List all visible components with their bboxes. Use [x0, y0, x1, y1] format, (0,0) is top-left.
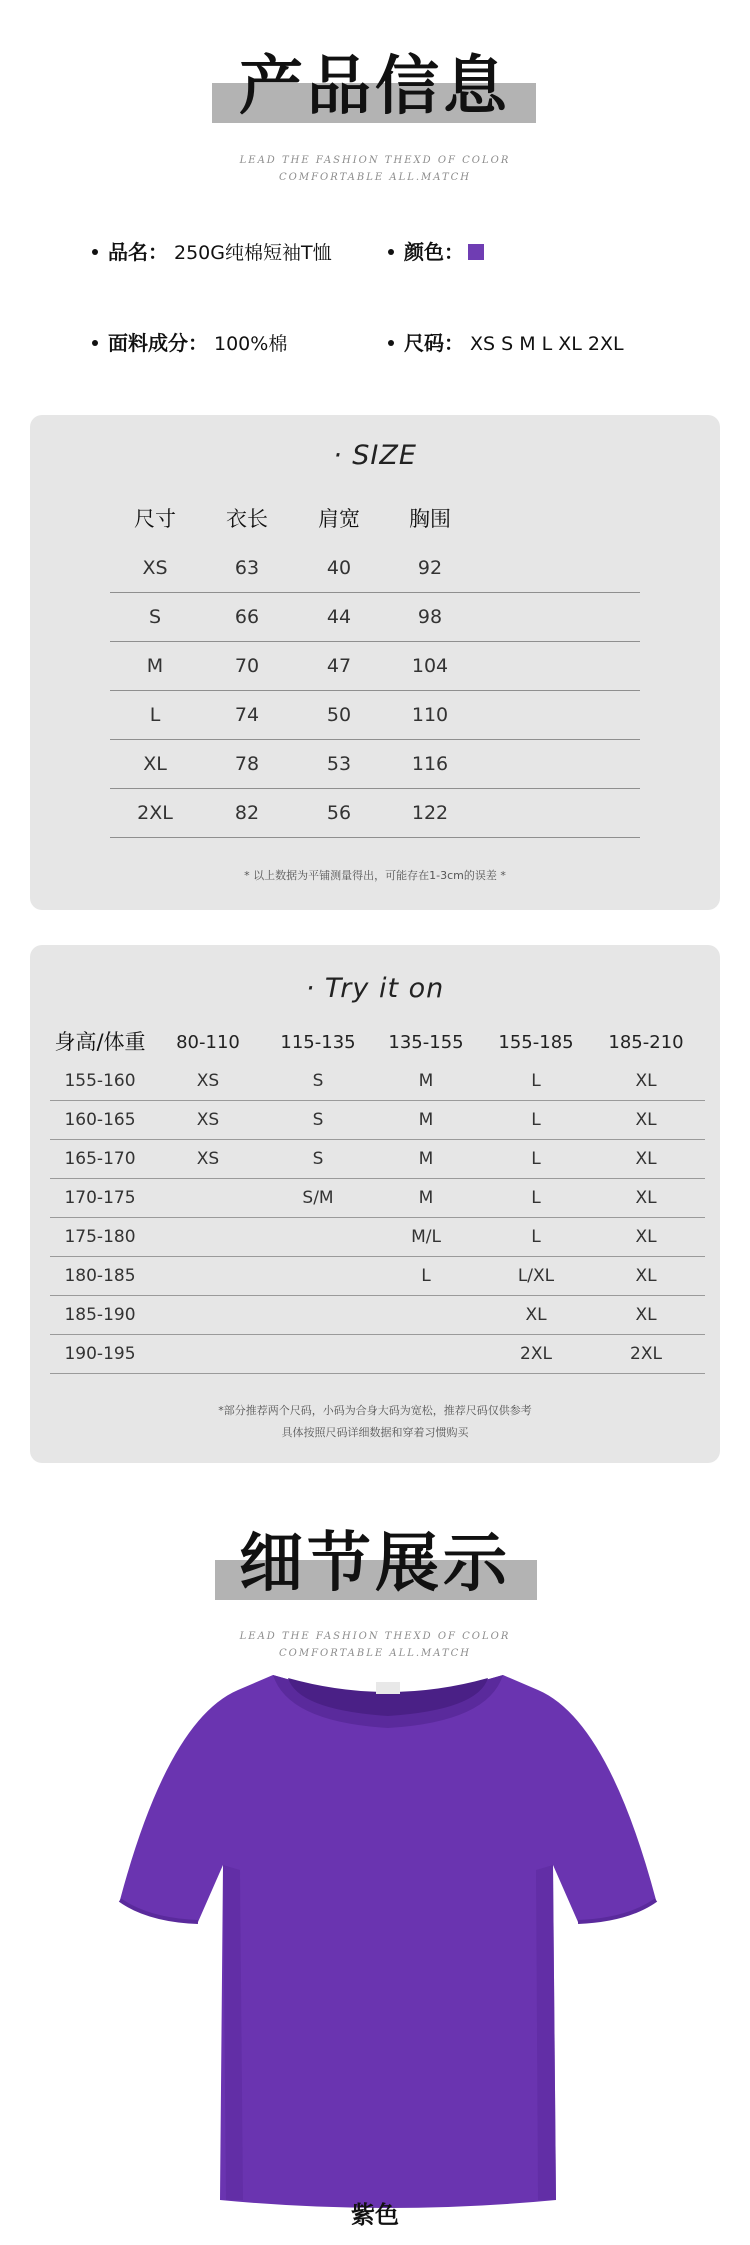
product-info-header [0, 25, 750, 125]
row-divider [110, 690, 640, 691]
tshirt-image [108, 1660, 668, 2220]
table-row [50, 1179, 705, 1218]
table-cell: 122 [411, 802, 449, 824]
row-divider [110, 788, 640, 789]
table-cell: M [418, 1110, 434, 1130]
try-on-note-line-1: *部分推荐两个尺码，小码为合身大码为宽松，推荐尺码仅供参考 [218, 1404, 532, 1417]
size-chart-panel [30, 415, 720, 910]
row-divider [50, 1295, 705, 1296]
tshirt-body [120, 1675, 656, 2208]
table-cell: S [312, 1071, 324, 1091]
table-row [50, 1296, 705, 1335]
table-cell: XL [635, 1227, 657, 1247]
tshirt-fold-shading [536, 1865, 556, 2200]
table-cell: L [531, 1149, 541, 1169]
table-cell: L [531, 1188, 541, 1208]
bullet-icon [92, 340, 98, 346]
row-divider [50, 1373, 705, 1374]
bullet-icon [388, 249, 394, 255]
table-cell: 98 [417, 606, 443, 628]
details-title: 细节展示 [239, 1527, 511, 1601]
row-divider [110, 739, 640, 740]
table-cell: 53 [326, 753, 352, 775]
column-header: 155-185 [498, 1032, 574, 1053]
table-cell: 2XL [630, 1344, 662, 1364]
tagline [0, 152, 750, 186]
try-on-table [30, 1023, 720, 1373]
table-cell: 47 [326, 655, 352, 677]
table-cell: 44 [326, 606, 352, 628]
table-cell: S [312, 1149, 324, 1169]
table-cell: 2XL [520, 1344, 552, 1364]
try-on-panel [30, 945, 720, 1463]
row-divider [50, 1178, 705, 1179]
table-cell: XL [635, 1149, 657, 1169]
column-header: 115-135 [280, 1032, 356, 1053]
table-cell: 56 [326, 802, 352, 824]
column-header: 185-210 [608, 1032, 684, 1053]
table-cell: XL [635, 1305, 657, 1325]
info-fabric [92, 327, 287, 356]
name-value: 250G纯棉短袖T恤 [174, 242, 332, 264]
size-label: 尺码： [404, 331, 464, 355]
column-header: 衣长 [226, 507, 268, 531]
row-header: 155-160 [64, 1071, 136, 1091]
table-cell: S/M [302, 1188, 334, 1208]
table-cell: 110 [411, 704, 449, 726]
table-cell: XS [142, 557, 168, 579]
name-label: 品名： [108, 240, 168, 264]
row-header: 165-170 [64, 1149, 136, 1169]
table-cell: XS [196, 1071, 220, 1091]
table-row [50, 1140, 705, 1179]
table-row [110, 740, 640, 789]
color-caption: 紫色 [351, 2201, 399, 2229]
tagline-line-1: LEAD THE FASHION THEXD OF COLOR [239, 1631, 511, 1642]
fabric-label: 面料成分： [108, 331, 208, 355]
table-cell: 63 [234, 557, 260, 579]
table-row [50, 1335, 705, 1374]
row-header: 175-180 [64, 1227, 136, 1247]
table-cell: XL [143, 753, 167, 775]
info-size [388, 327, 624, 356]
table-cell: XL [635, 1071, 657, 1091]
table-row [110, 593, 640, 642]
try-on-note-line-2: 具体按照尺码详细数据和穿着习惯购买 [281, 1426, 469, 1439]
table-cell: L [531, 1110, 541, 1130]
row-divider [50, 1139, 705, 1140]
table-cell: M [146, 655, 164, 677]
table-cell: 74 [234, 704, 260, 726]
table-cell: M [418, 1149, 434, 1169]
table-cell: XS [196, 1149, 220, 1169]
table-cell: S [148, 606, 162, 628]
row-divider [50, 1256, 705, 1257]
try-on-heading: · Try it on [305, 973, 445, 1004]
tagline-line-1: LEAD THE FASHION THEXD OF COLOR [239, 155, 511, 166]
table-cell: XS [196, 1110, 220, 1130]
fabric-value: 100%棉 [214, 333, 288, 355]
row-divider [50, 1217, 705, 1218]
row-divider [50, 1100, 705, 1101]
table-cell: L [531, 1071, 541, 1091]
try-on-table-header [50, 1023, 705, 1062]
color-swatch [468, 244, 484, 260]
table-row [110, 789, 640, 838]
table-cell: 50 [326, 704, 352, 726]
row-header: 185-190 [64, 1305, 136, 1325]
table-cell: S [312, 1110, 324, 1130]
table-row [50, 1218, 705, 1257]
info-color [388, 236, 484, 265]
table-row [50, 1101, 705, 1140]
color-label: 颜色： [404, 240, 464, 264]
column-header: 135-155 [388, 1032, 464, 1053]
table-cell: L/XL [517, 1266, 555, 1286]
column-header: 身高/体重 [54, 1030, 146, 1054]
table-row [110, 544, 640, 593]
table-cell: XL [635, 1110, 657, 1130]
table-cell: L [531, 1227, 541, 1247]
table-cell: 2XL [137, 802, 173, 824]
table-cell: 66 [234, 606, 260, 628]
row-header: 190-195 [64, 1344, 136, 1364]
product-info-title: 产品信息 [239, 50, 511, 124]
table-row [110, 691, 640, 740]
column-header: 尺寸 [134, 507, 176, 531]
column-header: 胸围 [409, 507, 451, 531]
table-cell: 70 [234, 655, 260, 677]
size-table-header [110, 495, 640, 544]
row-divider [110, 592, 640, 593]
column-header: 肩宽 [318, 507, 360, 531]
table-cell: 40 [326, 557, 352, 579]
table-cell: 78 [234, 753, 260, 775]
table-cell: 82 [234, 802, 260, 824]
table-cell: XL [525, 1305, 547, 1325]
row-header: 180-185 [64, 1266, 136, 1286]
table-row [50, 1062, 705, 1101]
size-chart-note: * 以上数据为平铺测量得出，可能存在1-3cm的误差 * [244, 869, 506, 882]
size-value: XS S M L XL 2XL [470, 333, 624, 355]
size-table [110, 495, 640, 855]
size-chart-heading: · SIZE [333, 440, 417, 471]
table-cell: L [149, 704, 161, 726]
tagline [0, 1628, 750, 1662]
table-cell: L [421, 1266, 431, 1286]
bullet-icon [92, 249, 98, 255]
column-header: 80-110 [176, 1032, 240, 1053]
try-on-note [30, 1400, 720, 1444]
row-header: 170-175 [64, 1188, 136, 1208]
table-cell: 92 [417, 557, 443, 579]
table-cell: 104 [411, 655, 449, 677]
row-divider [50, 1334, 705, 1335]
table-cell: 116 [411, 753, 449, 775]
table-cell: M/L [411, 1227, 441, 1247]
table-cell: XL [635, 1266, 657, 1286]
tagline-line-2: COMFORTABLE ALL.MATCH [278, 1648, 472, 1659]
tshirt-label [376, 1682, 400, 1694]
table-cell: M [418, 1188, 434, 1208]
info-name [92, 236, 332, 265]
row-divider [110, 837, 640, 838]
details-header [0, 1500, 750, 1600]
row-header: 160-165 [64, 1110, 136, 1130]
table-row [50, 1257, 705, 1296]
table-row [110, 642, 640, 691]
tshirt-fold-shading [223, 1865, 243, 2200]
tagline-line-2: COMFORTABLE ALL.MATCH [278, 172, 472, 183]
table-cell: XL [635, 1188, 657, 1208]
bullet-icon [388, 340, 394, 346]
row-divider [110, 641, 640, 642]
table-cell: M [418, 1071, 434, 1091]
